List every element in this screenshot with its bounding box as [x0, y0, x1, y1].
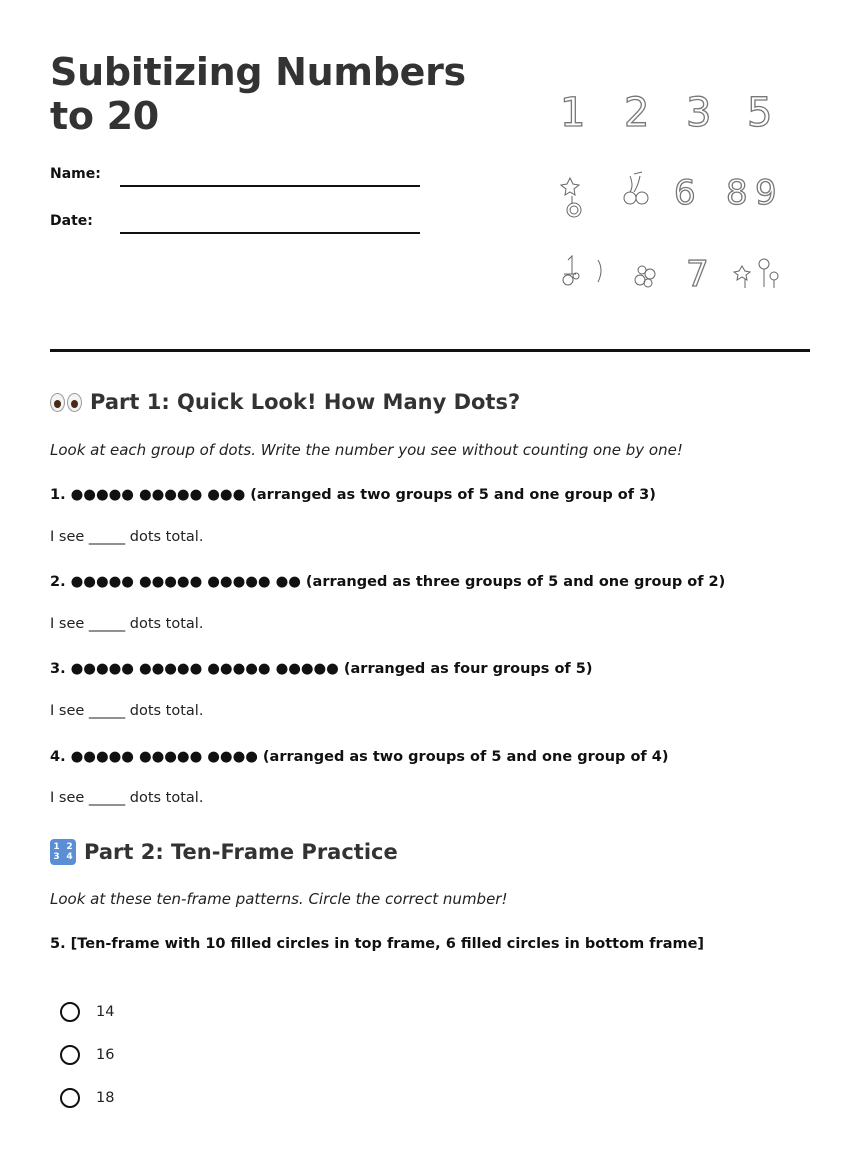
- name-line[interactable]: [120, 185, 420, 187]
- radio-circle[interactable]: [60, 1002, 80, 1022]
- header-divider: [50, 349, 810, 352]
- option-14[interactable]: [60, 1002, 114, 1022]
- name-label: Name:: [50, 166, 101, 182]
- part1-instruction: Look at each group of dots. Write the number you see without counting one by one!: [50, 441, 683, 459]
- option-18[interactable]: [60, 1088, 114, 1108]
- answer-line-4[interactable]: I see _____ dots total.: [50, 790, 204, 806]
- option-label: 14: [96, 1004, 115, 1020]
- date-line[interactable]: [120, 232, 420, 234]
- deco-digit: 2: [624, 90, 650, 136]
- answer-line-2[interactable]: I see _____ dots total.: [50, 616, 204, 632]
- question-3: 3. ●●●●● ●●●●● ●●●●● ●●●●● (arranged as four groups of 5): [50, 661, 593, 677]
- deco-digit: 3: [686, 90, 712, 136]
- question-4: 4. ●●●●● ●●●●● ●●●● (arranged as two groups of 5 and one group of 4): [50, 749, 669, 765]
- question-1: 1. ●●●●● ●●●●● ●●● (arranged as two groups of 5 and one group of 3): [50, 487, 656, 503]
- question-5: 5. [Ten-frame with 10 filled circles in top frame, 6 filled circles in bottom frame]: [50, 936, 705, 952]
- part1-heading: [50, 390, 520, 414]
- deco-digit: 9: [755, 173, 777, 213]
- worksheet-title: Subitizing Numbers to 20: [50, 50, 466, 138]
- radio-circle[interactable]: [60, 1088, 80, 1108]
- part2-heading: [50, 839, 398, 865]
- deco-digit: 8: [726, 173, 748, 213]
- option-label: 18: [96, 1090, 115, 1106]
- answer-line-3[interactable]: I see _____ dots total.: [50, 703, 204, 719]
- decorative-numbers-image: [550, 80, 800, 310]
- option-label: 16: [96, 1047, 115, 1063]
- deco-digit: 7: [686, 254, 709, 295]
- deco-digit: 1: [560, 90, 586, 136]
- question-2: 2. ●●●●● ●●●●● ●●●●● ●● (arranged as three groups of 5 and one group of 2): [50, 574, 726, 590]
- eyes-icon: [50, 393, 82, 412]
- part2-heading-text: Part 2: Ten-Frame Practice: [84, 840, 398, 864]
- radio-circle[interactable]: [60, 1045, 80, 1065]
- option-16[interactable]: [60, 1045, 114, 1065]
- answer-line-1[interactable]: I see _____ dots total.: [50, 529, 204, 545]
- part1-heading-text: Part 1: Quick Look! How Many Dots?: [90, 390, 521, 414]
- part2-instruction: Look at these ten-frame patterns. Circle the correct number!: [50, 890, 508, 908]
- date-label: Date:: [50, 213, 93, 229]
- deco-digit: 6: [674, 173, 696, 213]
- numbers-icon: 1 2 3 4: [50, 839, 76, 865]
- deco-digit: 5: [747, 90, 773, 136]
